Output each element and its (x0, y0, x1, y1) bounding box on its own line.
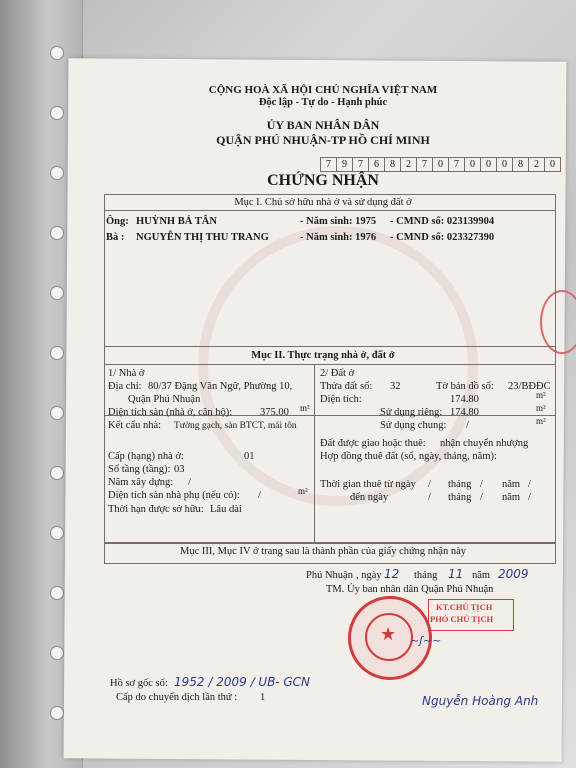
owner1-birth: - Năm sinh: 1975 (300, 216, 377, 227)
owner1-prefix: Ông: (106, 216, 129, 227)
motto: Độc lập - Tự do - Hạnh phúc (258, 97, 388, 108)
term-label: Thời hạn được sở hữu: (108, 504, 204, 515)
unit-m2: m² (300, 403, 310, 413)
lease-to-day: / (428, 492, 431, 503)
unit-m2: m² (298, 486, 308, 496)
serial-digit: 8 (513, 158, 529, 171)
grade-label: Cấp (hạng) nhà ở: (108, 451, 184, 462)
serial-digit: 9 (337, 158, 353, 171)
common-use-value: / (466, 420, 469, 431)
column-divider (314, 364, 315, 542)
area-label: Diện tích: (320, 394, 362, 405)
binder-hole (50, 466, 64, 480)
lease-from-year-label: năm (502, 479, 521, 490)
certificate (88, 76, 558, 756)
sign-day: 12 (384, 567, 400, 581)
serial-digit: 8 (385, 158, 401, 171)
lease-from-month-label: tháng (448, 479, 472, 490)
binder-hole (50, 586, 64, 600)
binder-hole (50, 226, 64, 240)
issued-value: 1 (260, 692, 266, 703)
address-label: Địa chỉ: (108, 381, 142, 392)
republic-title: CỘNG HOÀ XÃ HỘI CHỦ NGHĨA VIỆT NAM (208, 84, 438, 96)
committee-title: ỦY BAN NHÂN DÂN (266, 118, 380, 132)
divider (104, 210, 556, 211)
owner1-name: HUỲNH BÁ TÂN (136, 216, 217, 227)
lease-to-label: đến ngày (350, 492, 389, 503)
lease-from-day: / (428, 479, 431, 490)
star-icon: ★ (380, 624, 397, 644)
serial-digit: 0 (465, 158, 481, 171)
serial-digit: 7 (321, 158, 337, 171)
floors-value: 03 (174, 464, 185, 475)
owner1-id: - CMND số: 023139904 (390, 216, 495, 227)
stamp-line1: KT.CHỦ TỊCH (436, 602, 493, 612)
seal-inner-ring (365, 613, 413, 661)
binder-hole (50, 286, 64, 300)
year-label: năm (472, 570, 491, 581)
aux-area-label: Diện tích sàn nhà phụ (nếu có): (108, 490, 240, 501)
private-use-label: Sử dụng riêng: (380, 407, 443, 418)
serial-digit: 7 (417, 158, 433, 171)
floors-label: Số tầng (tầng): (108, 464, 171, 475)
unit-m2: m² (536, 416, 546, 426)
lease-from-year: / (528, 479, 531, 490)
origin-label: Đất được giao hoặc thuê: (320, 438, 426, 449)
term-value: Lâu dài (210, 504, 242, 515)
serial-digit: 0 (433, 158, 449, 171)
map-label: Tờ bản đồ số: (436, 381, 494, 392)
day-label: , ngày (356, 570, 382, 581)
built-label: Năm xây dựng: (108, 477, 174, 488)
lease-from-label: Thời gian thuê từ ngày (320, 479, 416, 490)
owner2-birth: - Năm sinh: 1976 (300, 232, 377, 243)
land-heading: 2/ Đất ở (320, 368, 355, 379)
serial-digit: 2 (401, 158, 417, 171)
unit-m2: m² (536, 390, 546, 400)
issued-label: Cấp do chuyển dịch lần thứ : (116, 692, 238, 703)
sign-month: 11 (448, 567, 464, 581)
certificate-title: CHỨNG NHẬN (267, 172, 379, 189)
lease-to-month-label: tháng (448, 492, 472, 503)
built-value: / (188, 477, 191, 488)
binder-hole (50, 706, 64, 720)
authority: TM. Ủy ban nhân dân Quận Phú Nhuận (326, 584, 494, 595)
serial-number (320, 157, 561, 172)
plot-label: Thửa đất số: (320, 381, 373, 392)
record-value: 1952 / 2009 / UB- GCN (174, 675, 311, 689)
lease-to-year-label: năm (502, 492, 521, 503)
binder-hole (50, 646, 64, 660)
floor-area-value: 375.00 (260, 407, 289, 418)
binder-hole (50, 46, 64, 60)
binder-hole (50, 406, 64, 420)
unit-m2: m² (536, 403, 546, 413)
owner2-prefix: Bà : (106, 232, 125, 243)
section3-note: Mục III, Mục IV ở trang sau là thành phần của giấy chứng nhận này (179, 546, 466, 557)
stamp-line2: PHÓ CHỦ TỊCH (430, 614, 494, 624)
serial-digit: 6 (369, 158, 385, 171)
sign-year: 2009 (498, 567, 529, 581)
lease-contract-label: Hợp đồng thuê đất (số, ngày, tháng, năm): (320, 451, 497, 462)
binder-hole (50, 526, 64, 540)
lease-from-month: / (480, 479, 483, 490)
serial-digit: 7 (449, 158, 465, 171)
section1-title: Mục I. Chủ sở hữu nhà ở và sử dụng đất ở (234, 197, 412, 208)
grade-value: 01 (244, 451, 255, 462)
lease-to-year: / (528, 492, 531, 503)
signature-scribble: ~ʃ~~ (410, 634, 442, 647)
structure-label: Kết cấu nhà: (108, 420, 162, 431)
house-heading: 1/ Nhà ở (108, 368, 145, 379)
address-value: 80/37 Đặng Văn Ngữ, Phường 10, (148, 381, 293, 392)
private-use-value: 174.80 (450, 407, 479, 418)
owner2-name: NGUYỄN THỊ THU TRANG (136, 232, 269, 243)
month-label: tháng (414, 570, 438, 581)
binder-hole (50, 166, 64, 180)
structure-value: Tường gạch, sàn BTCT, mái tôn (174, 421, 297, 431)
address-value-2: Quận Phú Nhuận (128, 394, 201, 405)
origin-value: nhận chuyển nhượng (440, 438, 529, 449)
owner2-id: - CMND số: 023327390 (390, 232, 495, 243)
record-label: Hồ sơ gốc số: (110, 678, 168, 689)
district-title: QUẬN PHÚ NHUẬN-TP HỒ CHÍ MINH (216, 133, 430, 147)
lease-to-month: / (480, 492, 483, 503)
binder-hole (50, 106, 64, 120)
serial-digit: 0 (481, 158, 497, 171)
binder-hole (50, 346, 64, 360)
serial-digit: 7 (353, 158, 369, 171)
map-value: 23/BĐĐC (508, 381, 551, 392)
serial-digit: 2 (529, 158, 545, 171)
signer-name: Nguyễn Hoàng Anh (422, 694, 539, 708)
divider (104, 364, 556, 365)
serial-digit: 0 (550, 159, 555, 170)
area-value: 174.80 (450, 394, 479, 405)
plot-value: 32 (390, 381, 401, 392)
sign-place: Phú Nhuận (306, 570, 353, 581)
serial-digit: 0 (497, 158, 513, 171)
common-use-label: Sử dụng chung: (380, 420, 447, 431)
floor-area-label: Diện tích sàn (nhà ở, căn hộ): (108, 407, 233, 418)
section2-title: Mục II. Thực trạng nhà ở, đất ở (251, 350, 395, 361)
aux-area-value: / (258, 490, 261, 501)
